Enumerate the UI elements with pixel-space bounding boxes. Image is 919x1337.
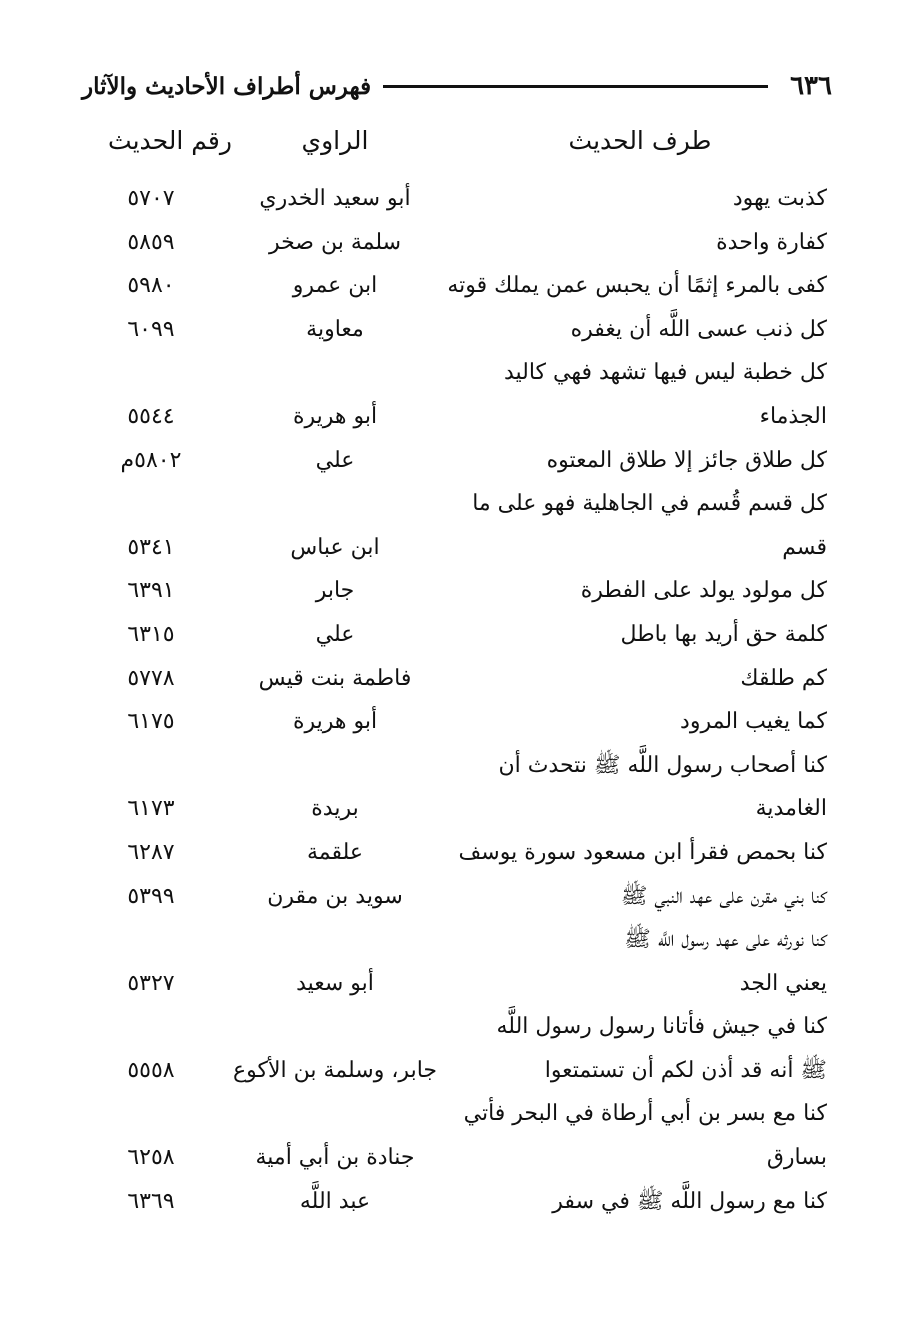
narrator-cell: أبو سعيد: [296, 970, 374, 996]
table-row: [0, 1050, 919, 1094]
hadith-cell: كنا في جيش فأتانا رسول رسول اللَّه: [496, 1014, 827, 1040]
number-cell: ٦١٧٥: [127, 709, 175, 735]
table-row: [0, 309, 919, 353]
table-row: [0, 701, 919, 745]
table-row: [0, 658, 919, 702]
hadith-cell: كنا نورثه على عهد رسول اللَّه ﷺ: [624, 927, 827, 953]
table-row: [0, 178, 919, 222]
hadith-cell: بسارق: [766, 1145, 827, 1171]
column-header-number: رقم الحديث: [108, 126, 232, 155]
narrator-cell: فاطمة بنت قيس: [258, 665, 412, 691]
number-cell: ٥٧٠٧: [127, 186, 175, 211]
number-cell: ٥٨٥٩: [127, 229, 175, 255]
running-title: فهرس أطراف الأحاديث والآثار: [82, 72, 372, 100]
hadith-cell: كفارة واحدة: [716, 229, 827, 255]
hadith-cell: كم طلقك: [740, 665, 827, 691]
number-cell: ٦١٧٣: [127, 796, 175, 822]
table-row: [0, 614, 919, 658]
hadith-cell: كل خطبة ليس فيها تشهد فهي كاليد: [503, 360, 827, 386]
hadith-cell: كنا بني مقرن على عهد النبي ﷺ: [620, 883, 827, 909]
number-cell: ٦٠٩٩: [127, 316, 175, 342]
number-cell: ٥٣٤١: [127, 534, 175, 560]
number-cell: ٥٥٥٨: [127, 1057, 175, 1083]
number-cell: ٥٣٩٩: [127, 883, 175, 909]
table-row: [0, 919, 919, 963]
narrator-cell: أبو سعيد الخدري: [259, 186, 411, 211]
narrator-cell: ابن عمرو: [292, 273, 378, 299]
table-row: [0, 1093, 919, 1137]
table-row: [0, 963, 919, 1007]
hadith-cell: كلمة حق أريد بها باطل: [620, 621, 827, 647]
narrator-cell: جابر: [315, 578, 355, 604]
number-cell: ٦٣١٥: [127, 621, 175, 647]
hadith-cell: كنا أصحاب رسول اللَّه ﷺ نتحدث أن: [498, 752, 827, 778]
page-header: [82, 64, 832, 108]
table-row: [0, 1137, 919, 1181]
narrator-cell: ابن عباس: [290, 534, 380, 560]
hadith-cell: كل ذنب عسى اللَّه أن يغفره: [570, 316, 827, 342]
table-row: [0, 440, 919, 484]
table-row: [0, 745, 919, 789]
narrator-cell: بريدة: [311, 796, 359, 822]
index-table: [0, 178, 919, 1224]
narrator-cell: جابر، وسلمة بن الأكوع: [233, 1057, 437, 1083]
number-cell: ٥٣٢٧: [127, 970, 175, 996]
table-row: [0, 876, 919, 920]
hadith-cell: كنا بحمص فقرأ ابن مسعود سورة يوسف: [458, 839, 827, 865]
hadith-cell: كل طلاق جائز إلا طلاق المعتوه: [546, 447, 827, 473]
number-cell: ٦٢٥٨: [127, 1145, 175, 1171]
number-cell: ٦٣٦٩: [127, 1188, 175, 1214]
hadith-cell: كل قسم قُسم في الجاهلية فهو على ما: [472, 491, 827, 517]
number-cell: ٦٢٨٧: [127, 839, 175, 865]
narrator-cell: سلمة بن صخر: [268, 229, 402, 255]
table-row: [0, 265, 919, 309]
table-row: [0, 396, 919, 440]
hadith-cell: قسم: [782, 534, 827, 560]
hadith-cell: الجذماء: [759, 403, 827, 429]
narrator-cell: أبو هريرة: [292, 403, 378, 429]
narrator-cell: علي: [315, 621, 355, 647]
table-row: [0, 527, 919, 571]
narrator-cell: علقمة: [306, 839, 364, 865]
hadith-cell: كفى بالمرء إثمًا أن يحبس عمن يملك قوته: [447, 273, 827, 299]
column-header-hadith: طرف الحديث: [568, 126, 712, 155]
hadith-cell: كما يغيب المرود: [680, 709, 827, 735]
number-cell: ٥٧٧٨: [127, 665, 175, 691]
hadith-cell: كل مولود يولد على الفطرة: [580, 578, 827, 604]
table-row: [0, 1006, 919, 1050]
table-row: [0, 483, 919, 527]
hadith-cell: يعني الجد: [739, 970, 827, 996]
narrator-cell: سويد بن مقرن: [267, 883, 403, 909]
hadith-cell: كنا مع بسر بن أبي أرطاة في البحر فأتي: [463, 1101, 827, 1127]
page-number: ٦٣٦: [790, 71, 832, 101]
table-row: [0, 832, 919, 876]
table-row: [0, 1181, 919, 1225]
number-cell: ٥٩٨٠: [127, 273, 175, 299]
number-cell: ٥٥٤٤: [127, 403, 175, 429]
table-row: [0, 222, 919, 266]
narrator-cell: علي: [315, 447, 355, 473]
hadith-cell: كذبت يهود: [732, 186, 827, 211]
column-header-narrator: الراوي: [301, 126, 369, 155]
narrator-cell: عبد اللَّه: [299, 1188, 371, 1214]
hadith-cell: الغامدية: [755, 796, 827, 822]
narrator-cell: أبو هريرة: [292, 709, 378, 735]
hadith-cell: ﷺ أنه قد أذن لكم أن تستمتعوا: [544, 1057, 827, 1083]
header-rule: [383, 85, 768, 88]
narrator-cell: معاوية: [306, 316, 364, 342]
narrator-cell: جنادة بن أبي أمية: [255, 1145, 415, 1171]
table-row: [0, 788, 919, 832]
hadith-cell: كنا مع رسول اللَّه ﷺ في سفر: [552, 1188, 827, 1214]
number-cell: ٦٣٩١: [127, 578, 175, 604]
table-row: [0, 570, 919, 614]
table-row: [0, 352, 919, 396]
number-cell: ٥٨٠٢م: [120, 447, 182, 473]
